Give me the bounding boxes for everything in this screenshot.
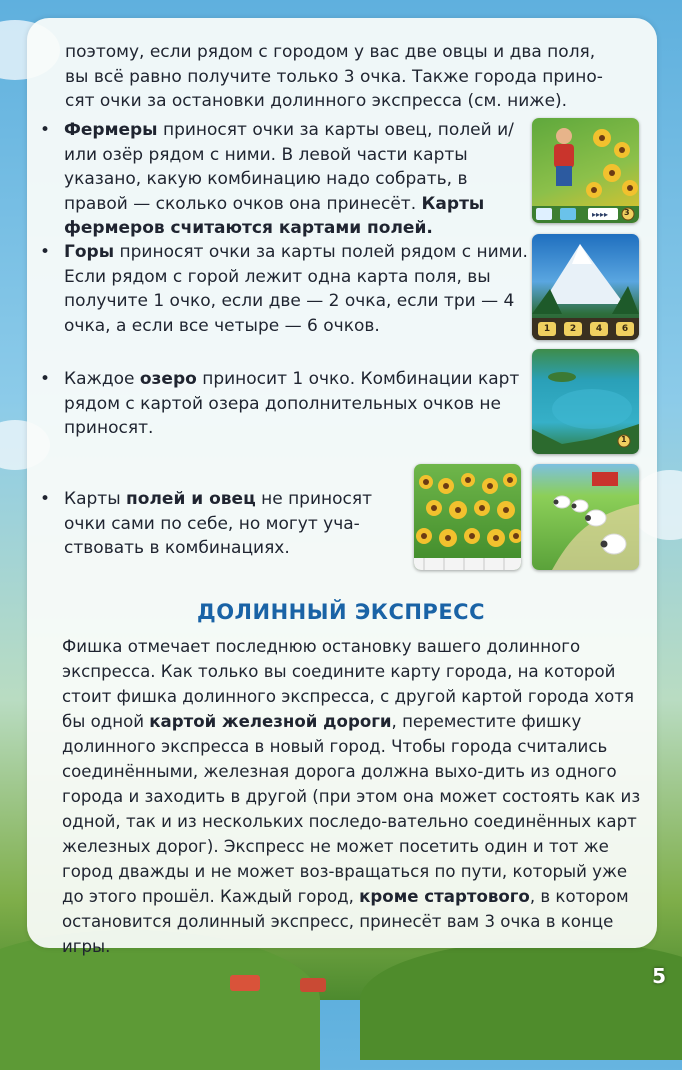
farmer-card [532, 118, 639, 223]
bullet-dot: • [40, 120, 51, 140]
score-token: 4 [590, 322, 608, 336]
bullet-text-part: приносят очки за карты овец, полей и/или озёр рядом с ними. В левой части карты указано, какую комбинацию надо собрать, в правой — сколько очков она принесёт. [64, 120, 514, 214]
score-token: 6 [616, 322, 634, 336]
bullet-lake [40, 367, 530, 441]
bullet-farmers [40, 118, 530, 241]
sheep-card [532, 464, 639, 570]
sunflower-field-illustration [414, 464, 521, 570]
bullet-text [64, 240, 530, 338]
card-points: 3 [624, 208, 630, 217]
paragraph-text: Фишка отмечает последнюю остановку вашего долинного экспресса. Как только вы соедините карту города, на которой стоит фишка долинного экспресса, с другой картой города хотя бы одной [62, 637, 634, 731]
bullet-text-part: приносят очки за карты полей рядом с ними. Если рядом с горой лежит одна карта поля, вы получите 1 очко, если две — 2 очка, если три — 4 очка, а если все четыре — 6 очков. [64, 242, 528, 336]
bullet-text-part: Карты [64, 489, 127, 509]
field-card [414, 464, 521, 570]
paragraph-text: , в котором остановится долинный экспресс, принесёт вам 3 очка в конце игры. [62, 887, 629, 956]
section-paragraph [62, 634, 647, 959]
score-token: 2 [564, 322, 582, 336]
mountain-score-row [538, 322, 634, 336]
paragraph-text: , переместите фишку долинного экспресса в новый город. Чтобы города считались соединёнными, железная дорога должна выхо-дить из одного города и заходить в другой (при этом она может состоять как из одной, так и из нескольких последо-вательно соединённых карт железных дорог). Экспресс не может посетить один и тот же город дважды и не может воз-вращаться по пути, который уже до этого прошёл. Каждый город, [62, 712, 641, 906]
mountain-card [532, 234, 639, 340]
bold-term: Фермеры [64, 120, 158, 140]
bold-term: Горы [64, 242, 115, 262]
intro-line: поэтому, если рядом с городом у вас две овцы и два поля, [65, 42, 596, 62]
page-number: 5 [652, 964, 666, 988]
bold-term: полей и овец [126, 489, 256, 509]
background-house [300, 978, 326, 992]
bullet-mountains [40, 240, 530, 338]
bullet-text [64, 367, 530, 441]
bullet-text-part: приносит 1 очко. Комбинации карт рядом с картой озера дополнительных очков не приносят. [64, 369, 520, 438]
farmer-illustration [532, 118, 639, 223]
bullet-text [64, 118, 530, 241]
sheep-illustration [532, 464, 639, 570]
bullet-text-part: не приносят очки сами по себе, но могут уча-ствовать в комбинациях. [64, 489, 373, 558]
bullet-fields-sheep [40, 487, 390, 561]
lake-card [532, 349, 639, 454]
card-points: 1 [621, 435, 627, 444]
intro-line: вы всё равно получите только 3 очка. Также города прино- [65, 66, 603, 87]
bullet-dot: • [40, 242, 51, 262]
background-house [230, 975, 260, 991]
bold-term: кроме стартового [359, 887, 530, 906]
bold-term: картой железной дороги [149, 712, 392, 731]
section-heading: ДОЛИННЫЙ ЭКСПРЕСС [197, 600, 485, 624]
bullet-dot: • [40, 489, 51, 509]
score-token: 1 [538, 322, 556, 336]
bold-term: озеро [139, 369, 197, 389]
intro-line: сят очки за остановки долинного экспресса (см. ниже). [65, 91, 568, 111]
bullet-text-part: Каждое [64, 369, 140, 389]
bullet-text [64, 487, 390, 561]
svg-text:▸▸▸▸: ▸▸▸▸ [592, 210, 609, 219]
bold-term: Карты фермеров считаются картами полей. [64, 193, 485, 238]
intro-paragraph [65, 40, 640, 114]
bullet-dot: • [40, 369, 51, 389]
